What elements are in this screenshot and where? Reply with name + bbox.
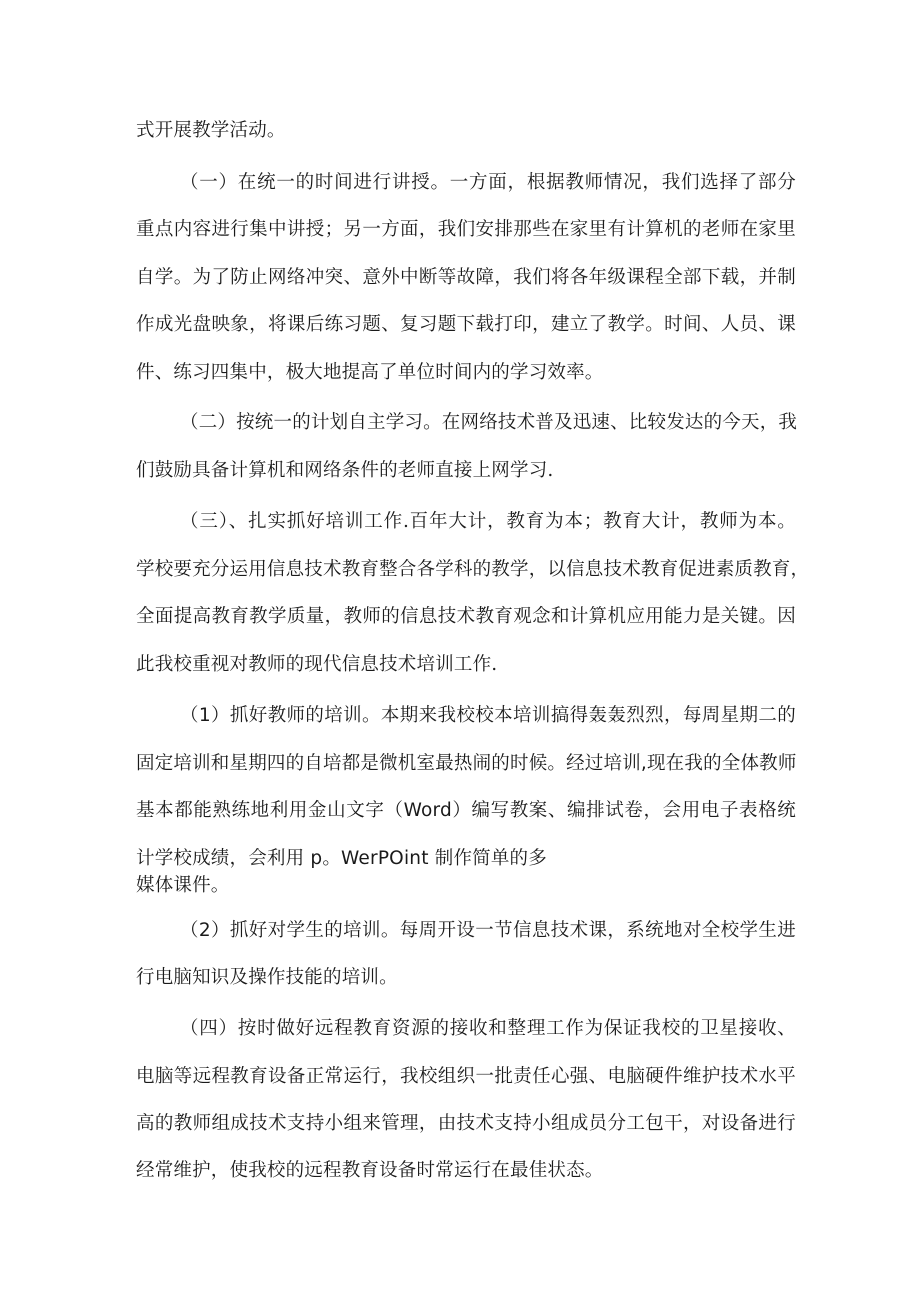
text-line: 件、练习四集中，极大地提高了单位时间内的学习效率。: [136, 362, 604, 383]
text-line: 行电脑知识及操作技能的培训。: [136, 967, 398, 988]
text-line: （二）按统一的计划自主学习。在网络技术普及迅速、比较发达的今天，我: [180, 412, 798, 433]
text-line: 高的教师组成技术支持小组来管理，由技术支持小组成员分工包干，对设备进行: [136, 1113, 796, 1134]
text-line: 经常维护，使我校的远程教育设备时常运行在最佳状态。: [136, 1160, 604, 1181]
text-line: 式开展教学活动。: [136, 120, 286, 141]
text-line: （2）抓好对学生的培训。每周开设一节信息技术课，系统地对全校学生进: [180, 920, 796, 941]
text-line: 重点内容进行集中讲授；另一方面，我们安排那些在家里有计算机的老师在家里: [136, 219, 796, 240]
text-line: 基本都能熟练地利用金山文字（Word）编写教案、编排试卷，会用电子表格统: [136, 800, 796, 821]
text-line: （三）、扎实抓好培训工作.百年大计，教育为本；教育大计，教师为本。: [180, 511, 796, 532]
text-line: （1）抓好教师的培训。本期来我校校本培训搞得轰轰烈烈，每周星期二的: [180, 705, 796, 726]
text-line: 固定培训和星期四的自培都是微机室最热闹的时候。经过培训,现在我的全体教师: [136, 753, 797, 774]
text-line: 学校要充分运用信息技术教育整合各学科的教学，以信息技术教育促进素质教育，: [136, 559, 810, 580]
text-line: 媒体课件。: [136, 875, 230, 896]
text-line: 电脑等远程教育设备正常运行，我校组织一批责任心强、电脑硬件维护技术水平: [136, 1066, 796, 1087]
text-line: 自学。为了防止网络冲突、意外中断等故障，我们将各年级课程全部下载，并制: [136, 267, 796, 288]
text-line: （一）在统一的时间进行讲授。一方面，根据教师情况，我们选择了部分: [180, 172, 796, 193]
text-line: 计学校成绩，会利用 p。WerPOint 制作简单的多: [136, 848, 547, 869]
text-line: 作成光盘映象，将课后练习题、复习题下载打印，建立了教学。时间、人员、课: [136, 314, 796, 335]
text-line: （四）按时做好远程教育资源的接收和整理工作为保证我校的卫星接收、: [180, 1018, 796, 1039]
text-line: 全面提高教育教学质量，教师的信息技术教育观念和计算机应用能力是关键。因: [136, 606, 796, 627]
text-line: 此我校重视对教师的现代信息技术培训工作.: [136, 654, 498, 675]
text-line: 们鼓励具备计算机和网络条件的老师直接上网学习.: [136, 460, 554, 481]
